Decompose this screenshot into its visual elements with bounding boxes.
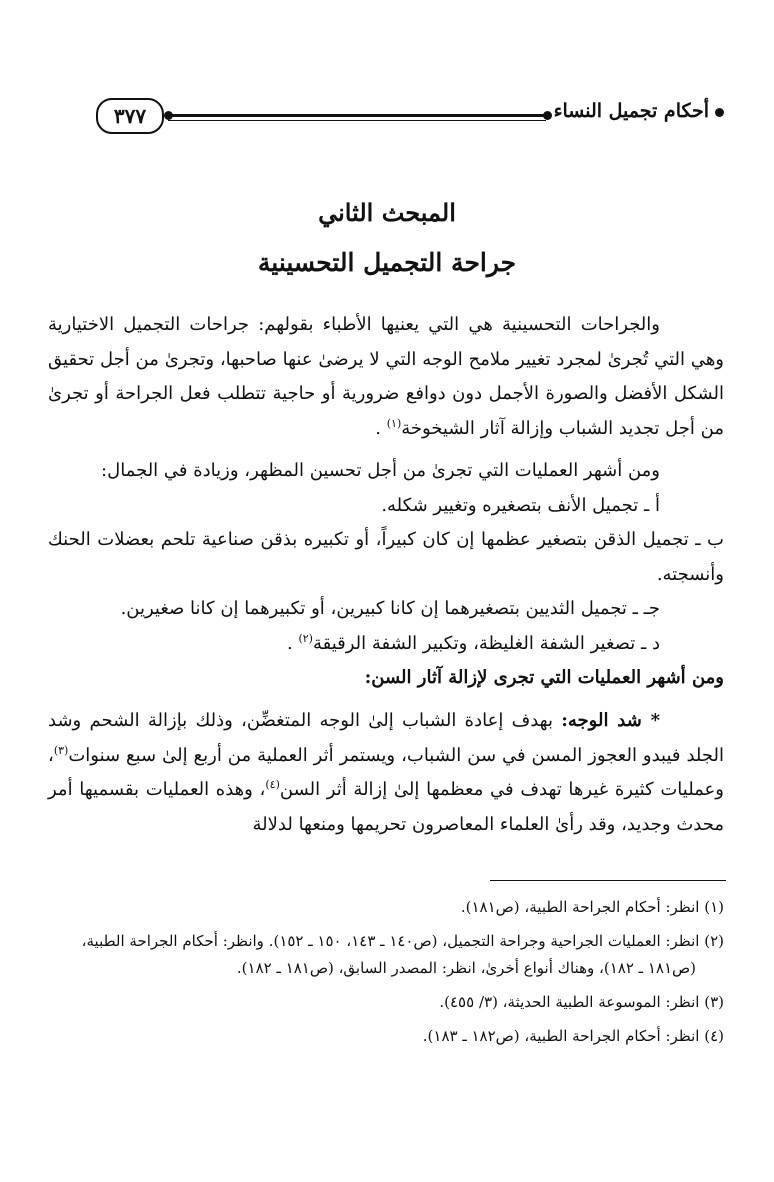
- header-rule: [168, 114, 546, 117]
- list-item: ب ـ تجميل الذقن بتصغير عظمها إن كان كبيراً، أو تكبيره بذقن صناعية تلحم بعضلات الحنك وأنسجته.: [48, 529, 724, 585]
- paragraph-face-text: ، وعمليات كثيرة غيرها تهدف في معظمها إلىٰ إزالة أثر السن: [48, 744, 724, 801]
- paragraph-face-text: ، وهذه العمليات بقسميها أمر محدث وجديد، وقد رأىٰ العلماء المعاصرون تحريمها ومنعها لدلالة: [48, 779, 724, 835]
- list-item-end: .: [286, 632, 293, 654]
- section-title: جراحة التجميل التحسينية: [257, 248, 517, 277]
- rule-dot-icon: [543, 111, 552, 120]
- list-item: [48, 627, 724, 662]
- chapter-title: المبحث الثاني: [318, 198, 456, 227]
- page-number: ٣٧٧: [96, 98, 164, 134]
- paragraph-list-intro: ومن أشهر العمليات التي تجرىٰ من أجل تحسين المظهر، وزيادة في الجمال:: [101, 460, 660, 482]
- footnote-ref: (٣): [53, 743, 69, 757]
- bullet-icon: [715, 108, 724, 117]
- list-item-text: د ـ تصغير الشفة الغليظة، وتكبير الشفة الرقيقة: [312, 632, 660, 654]
- term-label: * شد الوجه:: [561, 710, 660, 732]
- rule-dot-icon: [164, 111, 173, 120]
- footnote: (٢) انظر: العمليات الجراحية وجراحة التجميل، (ص١٤٠ ـ ١٤٣، ١٥٠ ـ ١٥٢). وانظر: أحكام الجراحة الطبية، (ص١٨١ ـ ١٨٢)، وهناك أنواع أخرىٰ، انظر: المصدر السابق، (ص١٨١ ـ ١٨٢).: [81, 932, 724, 977]
- footnote: (٣) انظر: الموسوعة الطبية الحديثة، (٣/ ٤٥٥).: [439, 992, 724, 1011]
- running-title-text: أحكام تجميل النساء: [553, 100, 709, 122]
- paragraph-end: .: [375, 417, 381, 439]
- list-item: جـ ـ تجميل الثديين بتصغيرهما إن كانا كبيرين، أو تكبيرهما إن كانا صغيرين.: [120, 598, 660, 620]
- body-text: [48, 308, 724, 842]
- paragraph-face-text: بهدف إعادة الشباب إلىٰ الوجه المتغضِّن، وذلك بإزالة الشحم وشد الجلد فيبدو العجوز المسن في سن الشباب، ويستمر أثر العملية من أربع إلىٰ سبع سنوات: [48, 710, 724, 766]
- paragraph-face-lift: [48, 704, 724, 842]
- footnote: (١) انظر: أحكام الجراحة الطبية، (ص١٨١).: [460, 898, 724, 916]
- list-item: أ ـ تجميل الأنف بتصغيره وتغيير شكله.: [381, 494, 660, 516]
- footnote-ref: (٤): [265, 778, 280, 792]
- paragraph-intro-text: والجراحات التحسينية هي التي يعنيها الأطباء بقولهم: جراحات التجميل الاختيارية وهي التي تُجرىٰ لمجرد تغيير ملامح الوجه التي لا يرضىٰ عنها صاحبها، وتجرىٰ من أجل تحقيق الشكل الأفضل والصورة الأجمل دون دوافع ضرورية أو حاجية تتطلب فعل الجراحة أو تجرىٰ من أجل تجديد الشباب وإزالة آثار الشيخوخة: [48, 314, 724, 439]
- footnote: (٤) انظر: أحكام الجراحة الطبية، (ص١٨٢ ـ ١٨٣).: [422, 1027, 724, 1045]
- subheading: ومن أشهر العمليات التي تجرى لإزالة آثار السن:: [364, 667, 724, 689]
- footnote-separator: [490, 880, 726, 881]
- paragraph-intro: [48, 308, 724, 446]
- page-header: [96, 98, 724, 134]
- running-title: [554, 100, 724, 122]
- footnotes: [48, 894, 724, 1057]
- footnote-ref: (١): [386, 416, 402, 430]
- header-rule-thin: [168, 120, 546, 121]
- footnote-ref: (٢): [298, 631, 313, 645]
